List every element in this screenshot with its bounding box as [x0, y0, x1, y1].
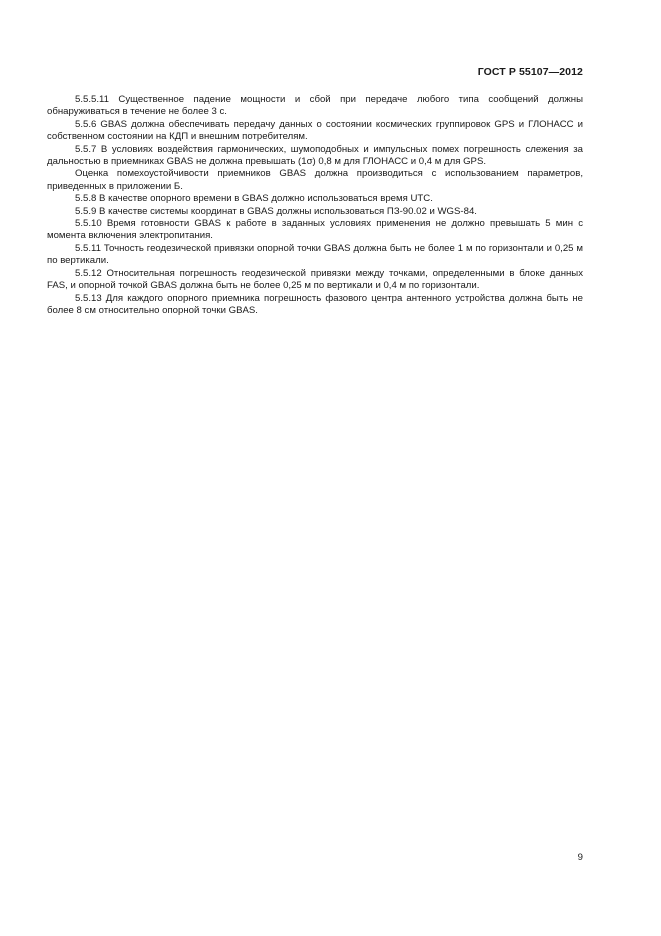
paragraph-5-5-11: 5.5.11 Точность геодезической привязки опорной точки GBAS должна быть не более 1 м по горизонтали и 0,25 м по вертикали. — [47, 242, 583, 267]
paragraph-5-5-12: 5.5.12 Относительная погрешность геодезической привязки между точками, определенными в блоке данных FAS, и опорной точкой GBAS должна быть не более 0,25 м по вертикали и 0,4 м по горизонтали. — [47, 267, 583, 292]
paragraph-5-5-7: 5.5.7 В условиях воздействия гармонических, шумоподобных и импульсных помех погрешность слежения за дальностью в приемниках GBAS не должна превышать (1σ) 0,8 м для ГЛОНАСС и 0,4 м для GPS. — [47, 143, 583, 168]
paragraph-5-5-8: 5.5.8 В качестве опорного времени в GBAS должно использоваться время UTC. — [75, 193, 433, 205]
paragraph-5-5-5-11: 5.5.5.11 Существенное падение мощности и сбой при передаче любого типа сообщений должны обнаруживаться в течение не более 3 с. — [47, 94, 583, 118]
document-body — [47, 94, 583, 317]
paragraph-5-5-10: 5.5.10 Время готовности GBAS к работе в заданных условиях применения не должно превышать 5 мин с момента включения электропитания. — [47, 218, 583, 242]
paragraph-5-5-6: 5.5.6 GBAS должна обеспечивать передачу данных о состоянии космических группировок GPS и ГЛОНАСС и собственном состоянии на КДП и внешним потребителям. — [47, 118, 583, 143]
standard-header: ГОСТ Р 55107—2012 — [477, 66, 583, 78]
paragraph-5-5-9: 5.5.9 В качестве системы координат в GBAS должны использоваться ПЗ-90.02 и WGS-84. — [75, 205, 477, 217]
paragraph-5-5-13: 5.5.13 Для каждого опорного приемника погрешность фазового центра антенного устройства должна быть не более 8 см относительно опорной точки GBAS. — [47, 292, 583, 316]
paragraph-noise-immunity: Оценка помехоустойчивости приемников GBAS должна производиться с использованием параметров, приведенных в приложении Б. — [47, 168, 583, 192]
page-number: 9 — [577, 852, 583, 863]
